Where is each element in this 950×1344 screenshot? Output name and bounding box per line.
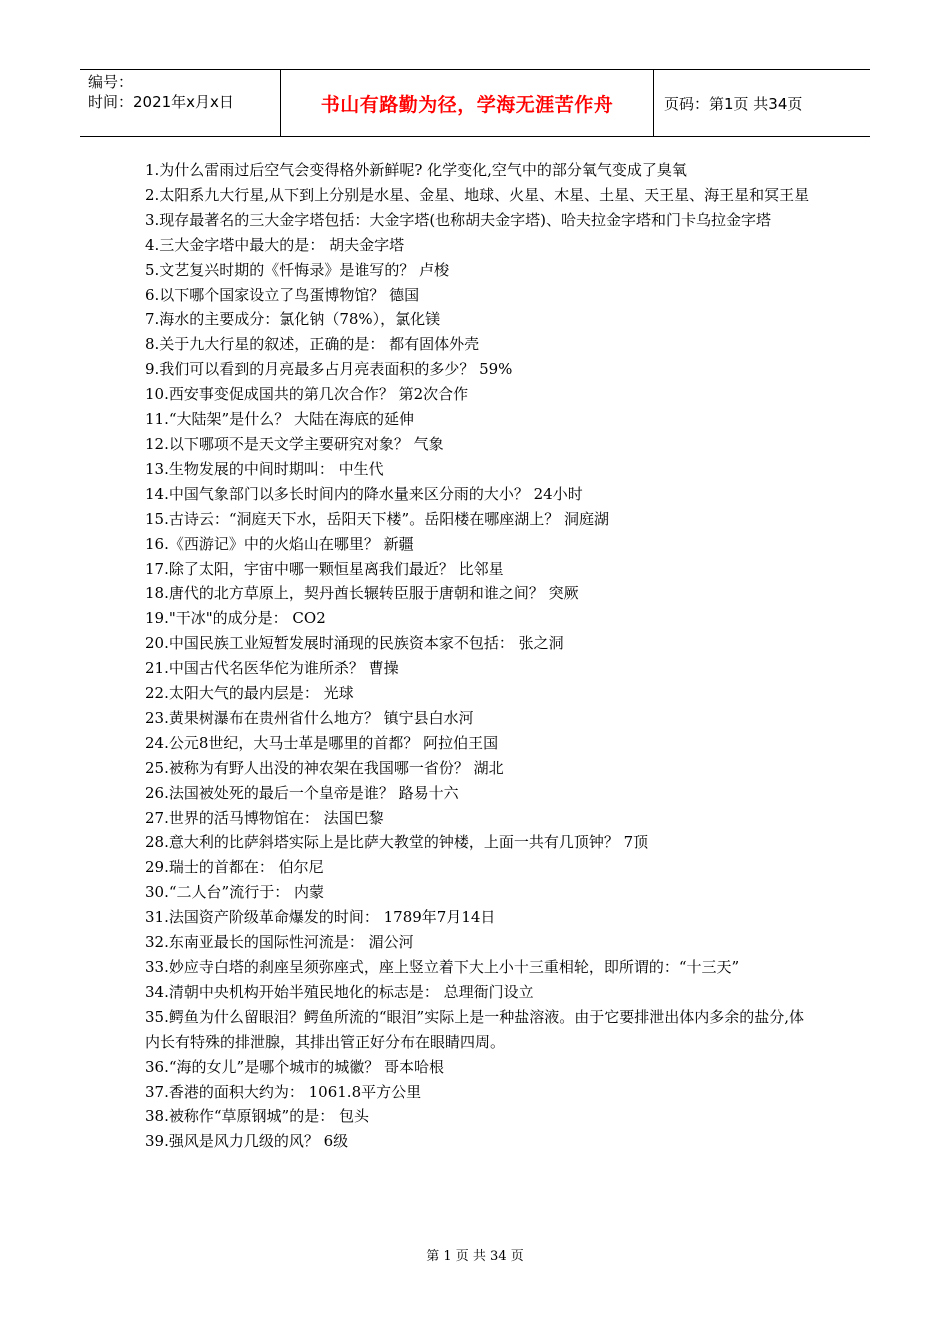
list-item: 11.“大陆架”是什么？ 大陆在海底的延伸 [145,410,414,429]
list-item: 25.被称为有野人出没的神农架在我国哪一省份？ 湖北 [145,758,504,777]
list-item: 15.古诗云：“洞庭天下水，岳阳天下楼”。岳阳楼在哪座湖上？ 洞庭湖 [145,509,609,528]
list-item: 27.世界的活马博物馆在： 法国巴黎 [145,808,384,827]
header-motto: 书山有路勤为径，学海无涯苦作舟 [280,70,654,136]
list-item: 37.香港的面积大约为： 1061.8平方公里 [145,1082,422,1101]
list-item: 1.为什么雷雨过后空气会变得格外新鲜呢? 化学变化,空气中的部分氧气变成了臭氧 [145,161,687,179]
list-item: 16.《西游记》中的火焰山在哪里？ 新疆 [145,534,414,553]
list-item: 29.瑞士的首都在： 伯尔尼 [145,858,324,877]
list-item: 32.东南亚最长的国际性河流是： 湄公河 [145,933,414,952]
list-item: 31.法国资产阶级革命爆发的时间： 1789年7月14日 [145,908,496,927]
list-item: 34.清朝中央机构开始半殖民地化的标志是： 总理衙门设立 [145,982,534,1001]
header-page-label: 页码：第1页 共34页 [664,94,803,113]
list-item: 17.除了太阳，宇宙中哪一颗恒星离我们最近？ 比邻星 [145,559,504,578]
list-item: 24.公元8世纪，大马士革是哪里的首都？ 阿拉伯王国 [145,733,499,752]
list-item: 38.被称作“草原钢城”的是： 包头 [145,1107,369,1126]
list-item: 18.唐代的北方草原上，契丹酋长辗转臣服于唐朝和谁之间？ 突厥 [145,584,579,603]
list-item: 8.关于九大行星的叙述，正确的是： 都有固体外壳 [145,335,480,354]
list-item: 36.“海的女儿”是哪个城市的城徽？ 哥本哈根 [145,1057,444,1076]
list-item: 5.文艺复兴时期的《忏悔录》是谁写的？ 卢梭 [145,260,450,279]
number-label: 编号： [88,73,134,91]
time-label: 时间：2021年x月x日 [88,93,234,111]
list-item: 9.我们可以看到的月亮最多占月亮表面积的多少？ 59% [145,360,513,379]
list-item: 7.海水的主要成分：氯化钠（78%），氯化镁 [145,310,441,329]
page-header [80,69,870,137]
list-item: 2.太阳系九大行星,从下到上分别是水星、金星、地球、火星、木星、土星、天王星、海王星和冥王星 [145,185,810,204]
list-item: 6.以下哪个国家设立了鸟蛋博物馆？ 德国 [145,285,420,304]
list-item: 13.生物发展的中间时期叫： 中生代 [145,459,384,478]
list-item: 33.妙应寺白塔的刹座呈须弥座式，座上竖立着下大上小十三重相轮，即所谓的：“十三天” [145,958,740,976]
header-meta [80,70,280,136]
list-item: 39.强风是风力几级的风？ 6级 [145,1132,349,1151]
list-item: 28.意大利的比萨斜塔实际上是比萨大教堂的钟楼，上面一共有几顶钟？ 7顶 [145,833,649,852]
page-footer: 第 1 页 共 34 页 [426,1249,524,1264]
list-item: 19."干冰"的成分是： CO2 [145,609,326,628]
list-item: 21.中国古代名医华佗为谁所杀？ 曹操 [145,659,399,678]
list-item: 20.中国民族工业短暂发展时涌现的民族资本家不包括： 张之洞 [145,634,564,653]
list-item: 30.“二人台”流行于： 内蒙 [145,883,324,902]
list-item: 26.法国被处死的最后一个皇帝是谁？ 路易十六 [145,783,459,802]
question-list [145,158,817,1154]
list-item: 22.太阳大气的最内层是： 光球 [145,684,354,703]
list-item: 4.三大金字塔中最大的是： 胡夫金字塔 [145,235,405,254]
list-item: 3.现存最著名的三大金字塔包括：大金字塔(也称胡夫金字塔)、哈夫拉金字塔和门卡乌拉金字塔 [145,210,772,229]
list-item: 10.西安事变促成国共的第几次合作？ 第2次合作 [145,385,469,404]
list-item: 12.以下哪项不是天文学主要研究对象？ 气象 [145,434,444,453]
list-item: 35.鳄鱼为什么留眼泪？鳄鱼所流的“眼泪”实际上是一种盐溶液。由于它要排泄出体内多余的盐分,体内长有特殊的排泄腺，其排出管正好分布在眼睛四周。 [145,1007,804,1051]
list-item: 23.黄果树瀑布在贵州省什么地方？ 镇宁县白水河 [145,708,474,727]
list-item: 14.中国气象部门以多长时间内的降水量来区分雨的大小？ 24小时 [145,484,583,503]
